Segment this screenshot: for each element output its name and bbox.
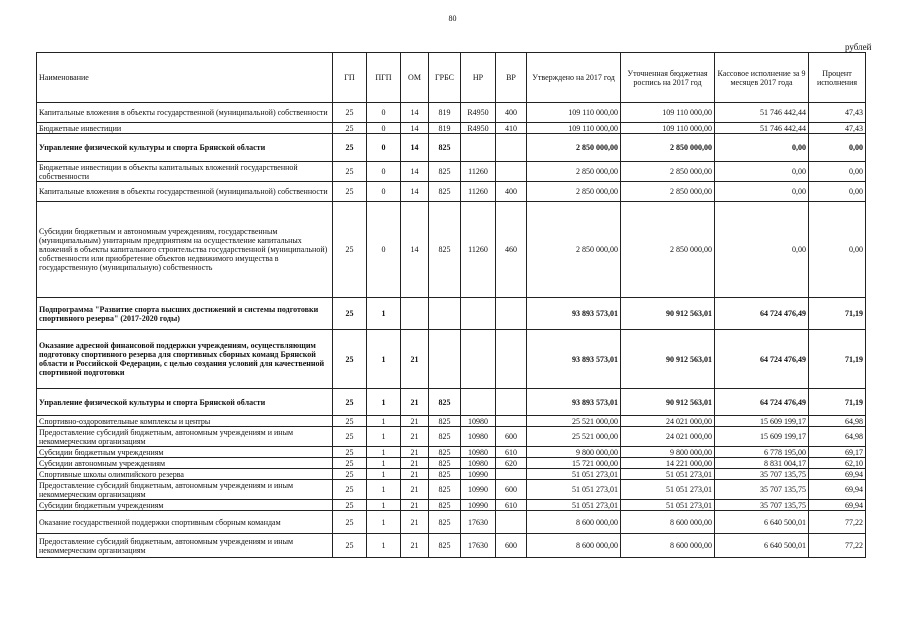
cell-om: 21 xyxy=(401,469,429,480)
cell-pgp: 1 xyxy=(367,447,401,458)
cell-gp: 25 xyxy=(333,534,367,558)
cell-name: Спортивные школы олимпийского резерва xyxy=(37,469,333,480)
cell-vr xyxy=(496,298,527,330)
cell-refined: 2 850 000,00 xyxy=(621,162,715,182)
cell-pgp: 1 xyxy=(367,480,401,500)
cell-pgp: 0 xyxy=(367,162,401,182)
cell-nr xyxy=(461,330,496,389)
cell-gp: 25 xyxy=(333,182,367,202)
cell-percent: 47,43 xyxy=(809,103,866,123)
cell-pgp: 0 xyxy=(367,103,401,123)
cell-pgp: 1 xyxy=(367,298,401,330)
cell-grbs: 825 xyxy=(429,202,461,298)
table-row xyxy=(37,298,866,330)
header-nr: НР xyxy=(461,53,496,103)
table-row xyxy=(37,330,866,389)
cell-pgp: 1 xyxy=(367,389,401,416)
cell-approved: 8 600 000,00 xyxy=(527,511,621,534)
cell-name: Капитальные вложения в объекты государственной (муниципальной) собственности xyxy=(37,182,333,202)
cell-nr: 17630 xyxy=(461,511,496,534)
cell-cash: 0,00 xyxy=(715,162,809,182)
cell-gp: 25 xyxy=(333,202,367,298)
cell-om: 14 xyxy=(401,103,429,123)
cell-percent: 69,94 xyxy=(809,500,866,511)
cell-grbs: 825 xyxy=(429,511,461,534)
cell-vr: 410 xyxy=(496,123,527,134)
cell-cash: 64 724 476,49 xyxy=(715,298,809,330)
cell-refined: 109 110 000,00 xyxy=(621,103,715,123)
table-row xyxy=(37,480,866,500)
cell-name: Спортивно-оздоровительные комплексы и центры xyxy=(37,416,333,427)
cell-approved: 8 600 000,00 xyxy=(527,534,621,558)
cell-om: 21 xyxy=(401,447,429,458)
cell-pgp: 1 xyxy=(367,534,401,558)
cell-om: 21 xyxy=(401,427,429,447)
cell-vr: 600 xyxy=(496,480,527,500)
cell-cash: 0,00 xyxy=(715,134,809,162)
header-approved: Утверждено на 2017 год xyxy=(527,53,621,103)
cell-percent: 0,00 xyxy=(809,202,866,298)
cell-nr: 10990 xyxy=(461,500,496,511)
cell-cash: 35 707 135,75 xyxy=(715,480,809,500)
table-row xyxy=(37,447,866,458)
cell-vr xyxy=(496,469,527,480)
cell-cash: 35 707 135,75 xyxy=(715,469,809,480)
cell-refined: 2 850 000,00 xyxy=(621,202,715,298)
table-body xyxy=(37,103,866,558)
header-percent: Процент исполнения xyxy=(809,53,866,103)
cell-refined: 14 221 000,00 xyxy=(621,458,715,469)
cell-cash: 15 609 199,17 xyxy=(715,416,809,427)
cell-percent: 71,19 xyxy=(809,330,866,389)
cell-cash: 64 724 476,49 xyxy=(715,389,809,416)
cell-name: Управление физической культуры и спорта Брянской области xyxy=(37,389,333,416)
cell-gp: 25 xyxy=(333,330,367,389)
cell-nr: 10980 xyxy=(461,427,496,447)
cell-cash: 6 778 195,00 xyxy=(715,447,809,458)
cell-vr xyxy=(496,330,527,389)
cell-approved: 51 051 273,01 xyxy=(527,500,621,511)
cell-vr xyxy=(496,389,527,416)
table-row xyxy=(37,123,866,134)
cell-om: 21 xyxy=(401,389,429,416)
cell-nr: 17630 xyxy=(461,534,496,558)
cell-om: 21 xyxy=(401,534,429,558)
cell-approved: 51 051 273,01 xyxy=(527,469,621,480)
cell-name: Предоставление субсидий бюджетным, автономным учреждениям и иным некоммерческим организациям xyxy=(37,534,333,558)
header-row xyxy=(37,53,866,103)
cell-name: Оказание государственной поддержки спортивным сборным командам xyxy=(37,511,333,534)
cell-grbs: 825 xyxy=(429,480,461,500)
cell-name: Подпрограмма "Развитие спорта высших достижений и системы подготовки спортивного резерва" (2017-2020 годы) xyxy=(37,298,333,330)
cell-grbs: 825 xyxy=(429,458,461,469)
table-row xyxy=(37,182,866,202)
table-row xyxy=(37,103,866,123)
cell-percent: 0,00 xyxy=(809,182,866,202)
cell-cash: 64 724 476,49 xyxy=(715,330,809,389)
cell-nr xyxy=(461,298,496,330)
cell-vr: 600 xyxy=(496,534,527,558)
cell-grbs: 819 xyxy=(429,103,461,123)
cell-om: 14 xyxy=(401,182,429,202)
header-grbs: ГРБС xyxy=(429,53,461,103)
cell-pgp: 1 xyxy=(367,458,401,469)
cell-name: Капитальные вложения в объекты государственной (муниципальной) собственности xyxy=(37,103,333,123)
cell-om: 14 xyxy=(401,162,429,182)
table-row xyxy=(37,469,866,480)
cell-cash: 51 746 442,44 xyxy=(715,103,809,123)
cell-vr xyxy=(496,162,527,182)
cell-grbs: 825 xyxy=(429,469,461,480)
cell-refined: 51 051 273,01 xyxy=(621,500,715,511)
cell-percent: 69,94 xyxy=(809,469,866,480)
cell-grbs: 825 xyxy=(429,534,461,558)
header-gp: ГП xyxy=(333,53,367,103)
cell-pgp: 1 xyxy=(367,427,401,447)
table-row xyxy=(37,416,866,427)
cell-nr: R4950 xyxy=(461,123,496,134)
cell-percent: 77,22 xyxy=(809,534,866,558)
cell-nr xyxy=(461,389,496,416)
cell-refined: 90 912 563,01 xyxy=(621,330,715,389)
cell-pgp: 0 xyxy=(367,202,401,298)
cell-vr xyxy=(496,134,527,162)
cell-nr: 11260 xyxy=(461,202,496,298)
cell-cash: 8 831 004,17 xyxy=(715,458,809,469)
cell-refined: 8 600 000,00 xyxy=(621,511,715,534)
cell-vr: 460 xyxy=(496,202,527,298)
cell-om: 21 xyxy=(401,480,429,500)
cell-name: Бюджетные инвестиции xyxy=(37,123,333,134)
cell-name: Бюджетные инвестиции в объекты капитальных вложений государственной собственности xyxy=(37,162,333,182)
cell-gp: 25 xyxy=(333,427,367,447)
cell-percent: 0,00 xyxy=(809,162,866,182)
cell-grbs xyxy=(429,330,461,389)
cell-name: Оказание адресной финансовой поддержки учреждениям, осуществляющим подготовку спортивного резерва для спортивных сборных команд Брянской области и Российской Федерации, с целью создания условий для качественной спортивной подготовки xyxy=(37,330,333,389)
cell-percent: 69,17 xyxy=(809,447,866,458)
table-row xyxy=(37,511,866,534)
cell-gp: 25 xyxy=(333,416,367,427)
cell-vr: 610 xyxy=(496,447,527,458)
header-om: ОМ xyxy=(401,53,429,103)
cell-refined: 24 021 000,00 xyxy=(621,416,715,427)
cell-nr: 10980 xyxy=(461,447,496,458)
cell-gp: 25 xyxy=(333,162,367,182)
cell-cash: 0,00 xyxy=(715,182,809,202)
cell-vr xyxy=(496,416,527,427)
cell-approved: 109 110 000,00 xyxy=(527,123,621,134)
header-vr: ВР xyxy=(496,53,527,103)
cell-grbs: 825 xyxy=(429,416,461,427)
cell-cash: 6 640 500,01 xyxy=(715,511,809,534)
cell-name: Предоставление субсидий бюджетным, автономным учреждениям и иным некоммерческим организациям xyxy=(37,480,333,500)
cell-refined: 8 600 000,00 xyxy=(621,534,715,558)
cell-cash: 35 707 135,75 xyxy=(715,500,809,511)
table-row xyxy=(37,162,866,182)
cell-refined: 51 051 273,01 xyxy=(621,469,715,480)
cell-approved: 25 521 000,00 xyxy=(527,416,621,427)
table-row xyxy=(37,202,866,298)
cell-cash: 51 746 442,44 xyxy=(715,123,809,134)
cell-pgp: 0 xyxy=(367,134,401,162)
cell-approved: 2 850 000,00 xyxy=(527,162,621,182)
header-cash: Кассовое исполнение за 9 месяцев 2017 года xyxy=(715,53,809,103)
cell-nr: 10990 xyxy=(461,480,496,500)
cell-percent: 71,19 xyxy=(809,389,866,416)
cell-pgp: 1 xyxy=(367,416,401,427)
cell-approved: 109 110 000,00 xyxy=(527,103,621,123)
cell-om xyxy=(401,298,429,330)
cell-grbs: 825 xyxy=(429,162,461,182)
table-row xyxy=(37,500,866,511)
cell-gp: 25 xyxy=(333,389,367,416)
cell-refined: 2 850 000,00 xyxy=(621,182,715,202)
cell-refined: 109 110 000,00 xyxy=(621,123,715,134)
page-number: 80 xyxy=(448,14,457,23)
budget-table xyxy=(36,52,866,558)
cell-gp: 25 xyxy=(333,447,367,458)
cell-name: Субсидии автономным учреждениям xyxy=(37,458,333,469)
cell-grbs: 825 xyxy=(429,389,461,416)
cell-approved: 93 893 573,01 xyxy=(527,389,621,416)
cell-refined: 51 051 273,01 xyxy=(621,480,715,500)
cell-om: 21 xyxy=(401,458,429,469)
table-row xyxy=(37,534,866,558)
cell-vr: 620 xyxy=(496,458,527,469)
cell-grbs xyxy=(429,298,461,330)
cell-pgp: 1 xyxy=(367,500,401,511)
cell-approved: 25 521 000,00 xyxy=(527,427,621,447)
cell-nr: 11260 xyxy=(461,162,496,182)
cell-approved: 93 893 573,01 xyxy=(527,330,621,389)
cell-grbs: 819 xyxy=(429,123,461,134)
table-row xyxy=(37,134,866,162)
cell-percent: 62,10 xyxy=(809,458,866,469)
cell-approved: 51 051 273,01 xyxy=(527,480,621,500)
cell-om: 14 xyxy=(401,202,429,298)
cell-gp: 25 xyxy=(333,500,367,511)
cell-nr: R4950 xyxy=(461,103,496,123)
cell-om: 21 xyxy=(401,511,429,534)
cell-nr: 10980 xyxy=(461,416,496,427)
cell-approved: 2 850 000,00 xyxy=(527,182,621,202)
cell-vr: 600 xyxy=(496,427,527,447)
cell-grbs: 825 xyxy=(429,500,461,511)
table-row xyxy=(37,427,866,447)
cell-gp: 25 xyxy=(333,103,367,123)
cell-grbs: 825 xyxy=(429,447,461,458)
cell-pgp: 0 xyxy=(367,123,401,134)
cell-percent: 47,43 xyxy=(809,123,866,134)
cell-pgp: 0 xyxy=(367,182,401,202)
cell-name: Субсидии бюджетным и автономным учреждениям, государственным (муниципальным) унитарным предприятиям на осуществление капитальных вложений в объекты капитального строительства государственной (муниципальной) собственности или приобретение объектов недвижимого имущества в государственную (муниципальную) собственность xyxy=(37,202,333,298)
unit-label: рублей xyxy=(845,42,872,52)
cell-nr xyxy=(461,134,496,162)
cell-gp: 25 xyxy=(333,134,367,162)
cell-pgp: 1 xyxy=(367,511,401,534)
cell-percent: 64,98 xyxy=(809,427,866,447)
table-row xyxy=(37,389,866,416)
cell-om: 14 xyxy=(401,134,429,162)
cell-refined: 2 850 000,00 xyxy=(621,134,715,162)
cell-om: 21 xyxy=(401,330,429,389)
cell-grbs: 825 xyxy=(429,134,461,162)
table-row xyxy=(37,458,866,469)
cell-percent: 69,94 xyxy=(809,480,866,500)
cell-refined: 9 800 000,00 xyxy=(621,447,715,458)
cell-approved: 93 893 573,01 xyxy=(527,298,621,330)
cell-percent: 71,19 xyxy=(809,298,866,330)
cell-gp: 25 xyxy=(333,469,367,480)
cell-percent: 77,22 xyxy=(809,511,866,534)
cell-vr xyxy=(496,511,527,534)
header-name: Наименование xyxy=(37,53,333,103)
cell-grbs: 825 xyxy=(429,427,461,447)
cell-name: Субсидии бюджетным учреждениям xyxy=(37,500,333,511)
cell-approved: 9 800 000,00 xyxy=(527,447,621,458)
cell-percent: 64,98 xyxy=(809,416,866,427)
cell-om: 14 xyxy=(401,123,429,134)
cell-pgp: 1 xyxy=(367,469,401,480)
cell-percent: 0,00 xyxy=(809,134,866,162)
cell-pgp: 1 xyxy=(367,330,401,389)
cell-om: 21 xyxy=(401,500,429,511)
cell-gp: 25 xyxy=(333,511,367,534)
cell-vr: 400 xyxy=(496,103,527,123)
header-pgp: ПГП xyxy=(367,53,401,103)
cell-gp: 25 xyxy=(333,480,367,500)
cell-nr: 10990 xyxy=(461,469,496,480)
cell-name: Субсидии бюджетным учреждениям xyxy=(37,447,333,458)
cell-om: 21 xyxy=(401,416,429,427)
cell-cash: 6 640 500,01 xyxy=(715,534,809,558)
cell-refined: 90 912 563,01 xyxy=(621,389,715,416)
cell-name: Управление физической культуры и спорта Брянской области xyxy=(37,134,333,162)
cell-name: Предоставление субсидий бюджетным, автономным учреждениям и иным некоммерческим организациям xyxy=(37,427,333,447)
cell-nr: 11260 xyxy=(461,182,496,202)
cell-refined: 90 912 563,01 xyxy=(621,298,715,330)
cell-nr: 10980 xyxy=(461,458,496,469)
cell-gp: 25 xyxy=(333,458,367,469)
cell-vr: 610 xyxy=(496,500,527,511)
cell-approved: 2 850 000,00 xyxy=(527,202,621,298)
cell-refined: 24 021 000,00 xyxy=(621,427,715,447)
cell-approved: 2 850 000,00 xyxy=(527,134,621,162)
cell-gp: 25 xyxy=(333,123,367,134)
cell-vr: 400 xyxy=(496,182,527,202)
cell-cash: 15 609 199,17 xyxy=(715,427,809,447)
cell-approved: 15 721 000,00 xyxy=(527,458,621,469)
cell-grbs: 825 xyxy=(429,182,461,202)
header-refined: Уточненная бюджетная роспись на 2017 год xyxy=(621,53,715,103)
cell-cash: 0,00 xyxy=(715,202,809,298)
cell-gp: 25 xyxy=(333,298,367,330)
